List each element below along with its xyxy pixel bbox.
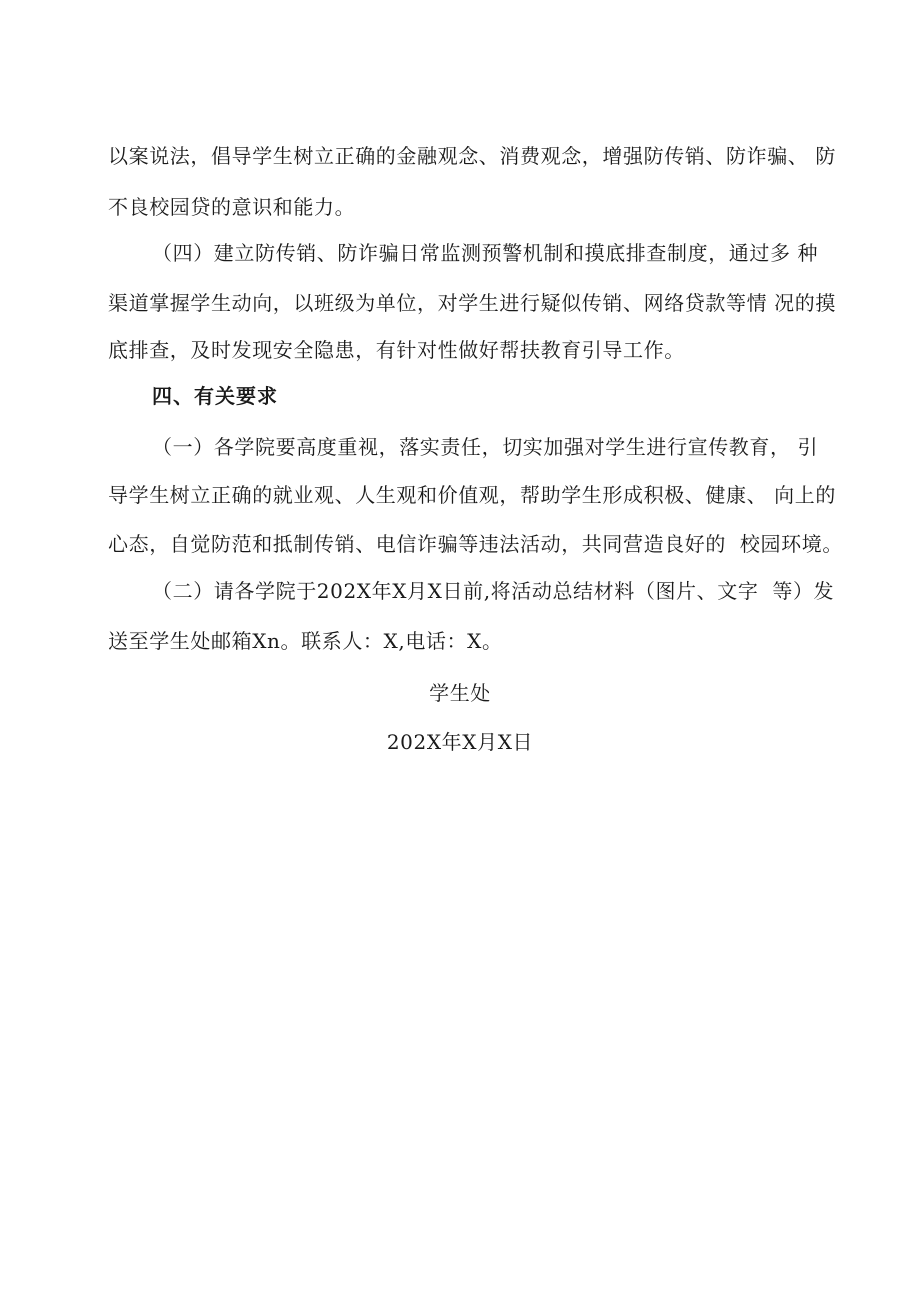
requirement-one-line-1: （一）各学院要高度重视，落实责任，切实加强对学生进行宣传教育， 引 xyxy=(152,435,819,459)
signature-date: 202X年X月X日 xyxy=(386,730,534,754)
requirement-two-line-1: （二）请各学院于202X年X月X日前,将活动总结材料（图片、文字 等）发 xyxy=(152,579,835,603)
paragraph-four-line-3: 底排查，及时发现安全隐患，有针对性做好帮扶教育引导工作。 xyxy=(108,338,685,362)
requirement-one-line-2: 导学生树立正确的就业观、人生观和价值观，帮助学生形成积极、健康、 向上的 xyxy=(108,483,836,507)
paragraph-four-line-1: （四）建立防传销、防诈骗日常监测预警机制和摸底排查制度，通过多 种 xyxy=(152,241,819,265)
paragraph-continued-line-2: 不良校园贷的意识和能力。 xyxy=(108,195,356,219)
signature-office: 学生处 xyxy=(429,681,491,705)
requirement-one-line-3: 心态，自觉防范和抵制传销、电信诈骗等违法活动，共同营造良好的 校园环境。 xyxy=(108,532,843,556)
paragraph-continued-line-1: 以案说法，倡导学生树立正确的金融观念、消费观念，增强防传销、防诈骗、 防 xyxy=(108,144,836,168)
section-heading: 四、有关要求 xyxy=(152,384,278,408)
paragraph-four-line-2: 渠道掌握学生动向，以班级为单位，对学生进行疑似传销、网络贷款等情 况的摸 xyxy=(108,291,836,315)
requirement-two-line-2: 送至学生处邮箱Xn。联系人：X,电话：X。 xyxy=(108,629,503,653)
